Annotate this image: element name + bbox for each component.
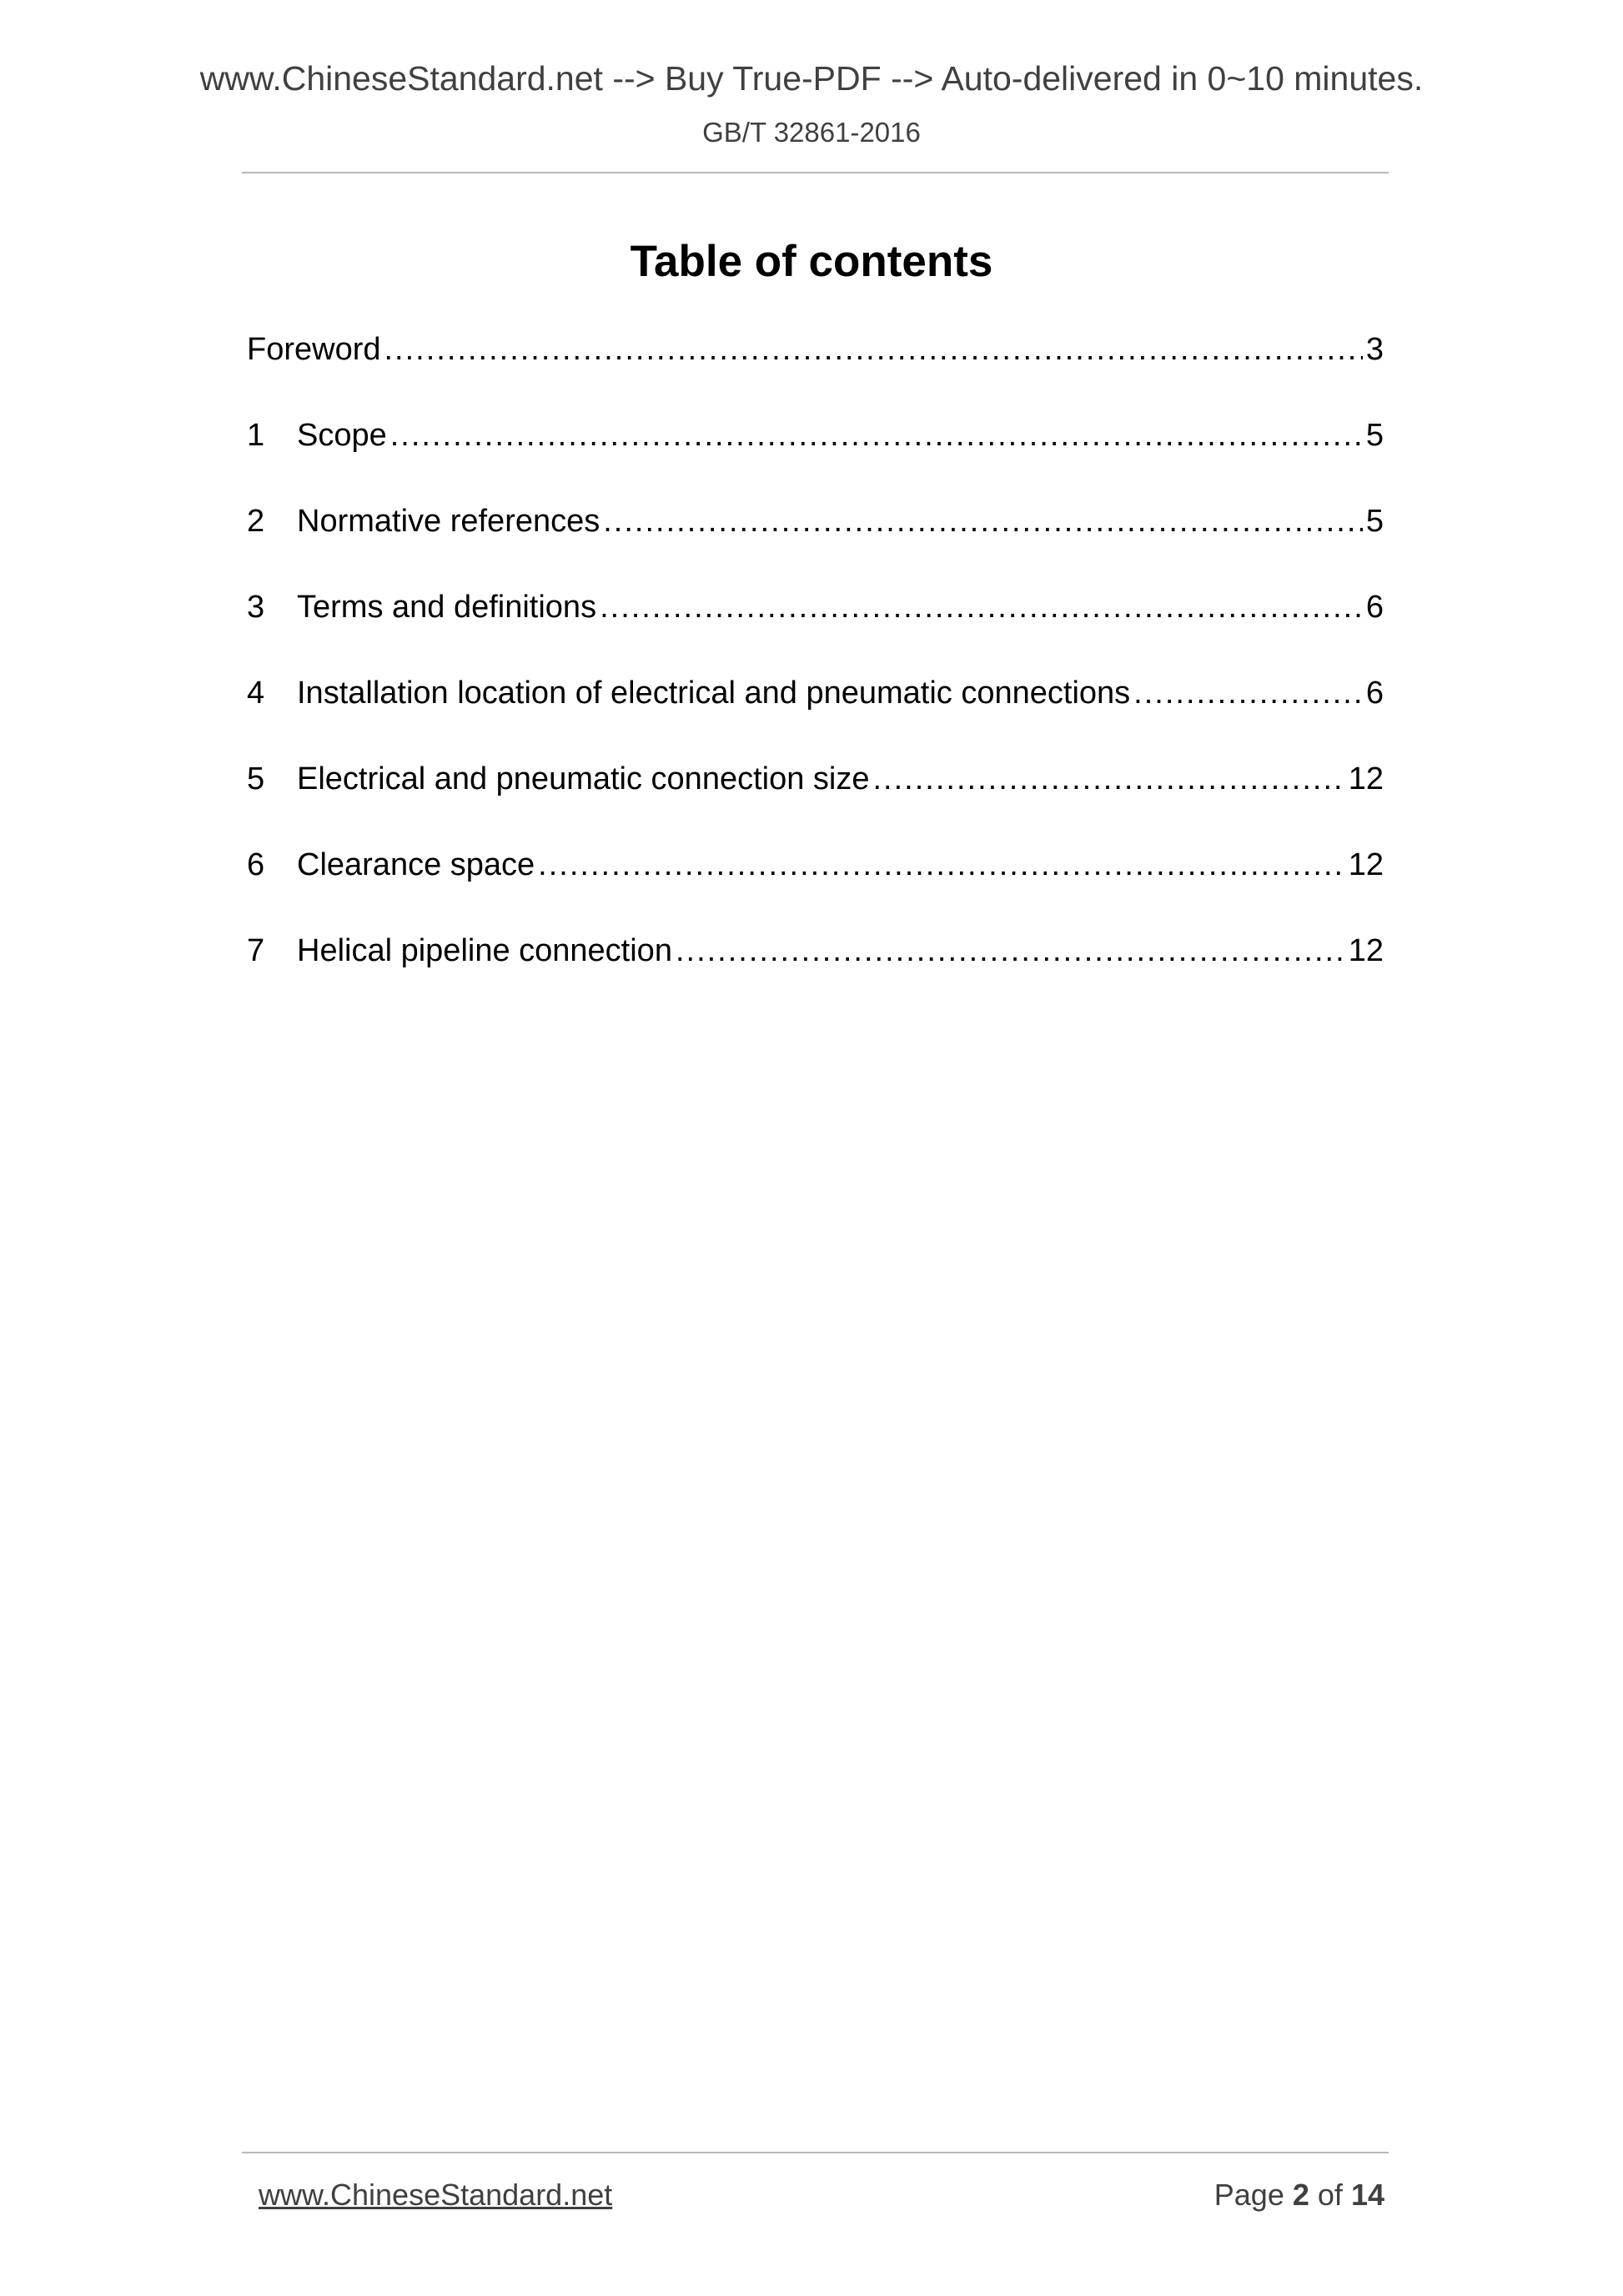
toc-entry-helical-pipeline[interactable]	[247, 935, 1384, 1021]
toc-leader-dots	[1133, 677, 1363, 709]
toc-entry-page: 3	[1365, 332, 1384, 367]
toc-list	[247, 334, 1384, 1021]
toc-entry-number: 3	[247, 590, 265, 625]
toc-leader-dots	[676, 935, 1345, 967]
toc-entry-page: 5	[1365, 504, 1384, 539]
toc-leader-dots	[390, 420, 1363, 451]
toc-entry-connection-size[interactable]	[247, 763, 1384, 849]
toc-entry-number: 2	[247, 504, 265, 539]
toc-entry-text: Foreword	[247, 332, 381, 367]
toc-entry-page: 6	[1365, 590, 1384, 625]
toc-entry-number: 5	[247, 761, 265, 796]
toc-entry-text: Helical pipeline connection	[297, 933, 672, 968]
toc-entry-page: 12	[1348, 847, 1384, 882]
footer-divider	[242, 2152, 1389, 2153]
toc-entry-number: 7	[247, 933, 265, 968]
toc-title: Table of contents	[630, 237, 993, 286]
toc-leader-dots	[873, 763, 1345, 795]
page-label: Page	[1213, 2178, 1284, 2212]
header-divider	[242, 172, 1389, 173]
toc-entry-text: Terms and definitions	[297, 590, 597, 625]
document-code: GB/T 32861-2016	[702, 117, 921, 148]
toc-leader-dots	[600, 591, 1363, 623]
toc-entry-installation-location[interactable]	[247, 677, 1384, 763]
toc-entry-page: 5	[1365, 418, 1384, 453]
toc-entry-foreword[interactable]	[247, 334, 1384, 420]
toc-entry-page: 12	[1348, 761, 1384, 796]
toc-entry-number: 1	[247, 418, 265, 453]
toc-entry-text: Installation location of electrical and pneumatic connections	[297, 676, 1131, 711]
toc-entry-terms-and-definitions[interactable]	[247, 591, 1384, 677]
toc-entry-page: 6	[1365, 676, 1384, 711]
header-banner: www.ChineseStandard.net --> Buy True-PDF --> Auto-delivered in 0~10 minutes.	[199, 59, 1424, 98]
toc-entry-number: 4	[247, 676, 265, 711]
toc-entry-number: 6	[247, 847, 265, 882]
total-pages: 14	[1350, 2178, 1384, 2212]
of-label: of	[1317, 2178, 1343, 2212]
toc-entry-clearance-space[interactable]	[247, 849, 1384, 935]
footer-page-number	[1214, 2180, 1384, 2210]
toc-entry-normative-references[interactable]	[247, 505, 1384, 591]
current-page: 2	[1292, 2178, 1309, 2212]
toc-entry-text: Normative references	[297, 504, 600, 539]
toc-entry-text: Electrical and pneumatic connection size	[297, 761, 870, 796]
toc-entry-text: Clearance space	[297, 847, 535, 882]
toc-entry-text: Scope	[297, 418, 387, 453]
toc-leader-dots	[384, 334, 1363, 365]
toc-leader-dots	[603, 505, 1363, 537]
toc-entry-scope[interactable]	[247, 420, 1384, 505]
footer-site-link[interactable]: www.ChineseStandard.net	[259, 2178, 613, 2212]
toc-leader-dots	[538, 849, 1345, 881]
toc-entry-page: 12	[1348, 933, 1384, 968]
